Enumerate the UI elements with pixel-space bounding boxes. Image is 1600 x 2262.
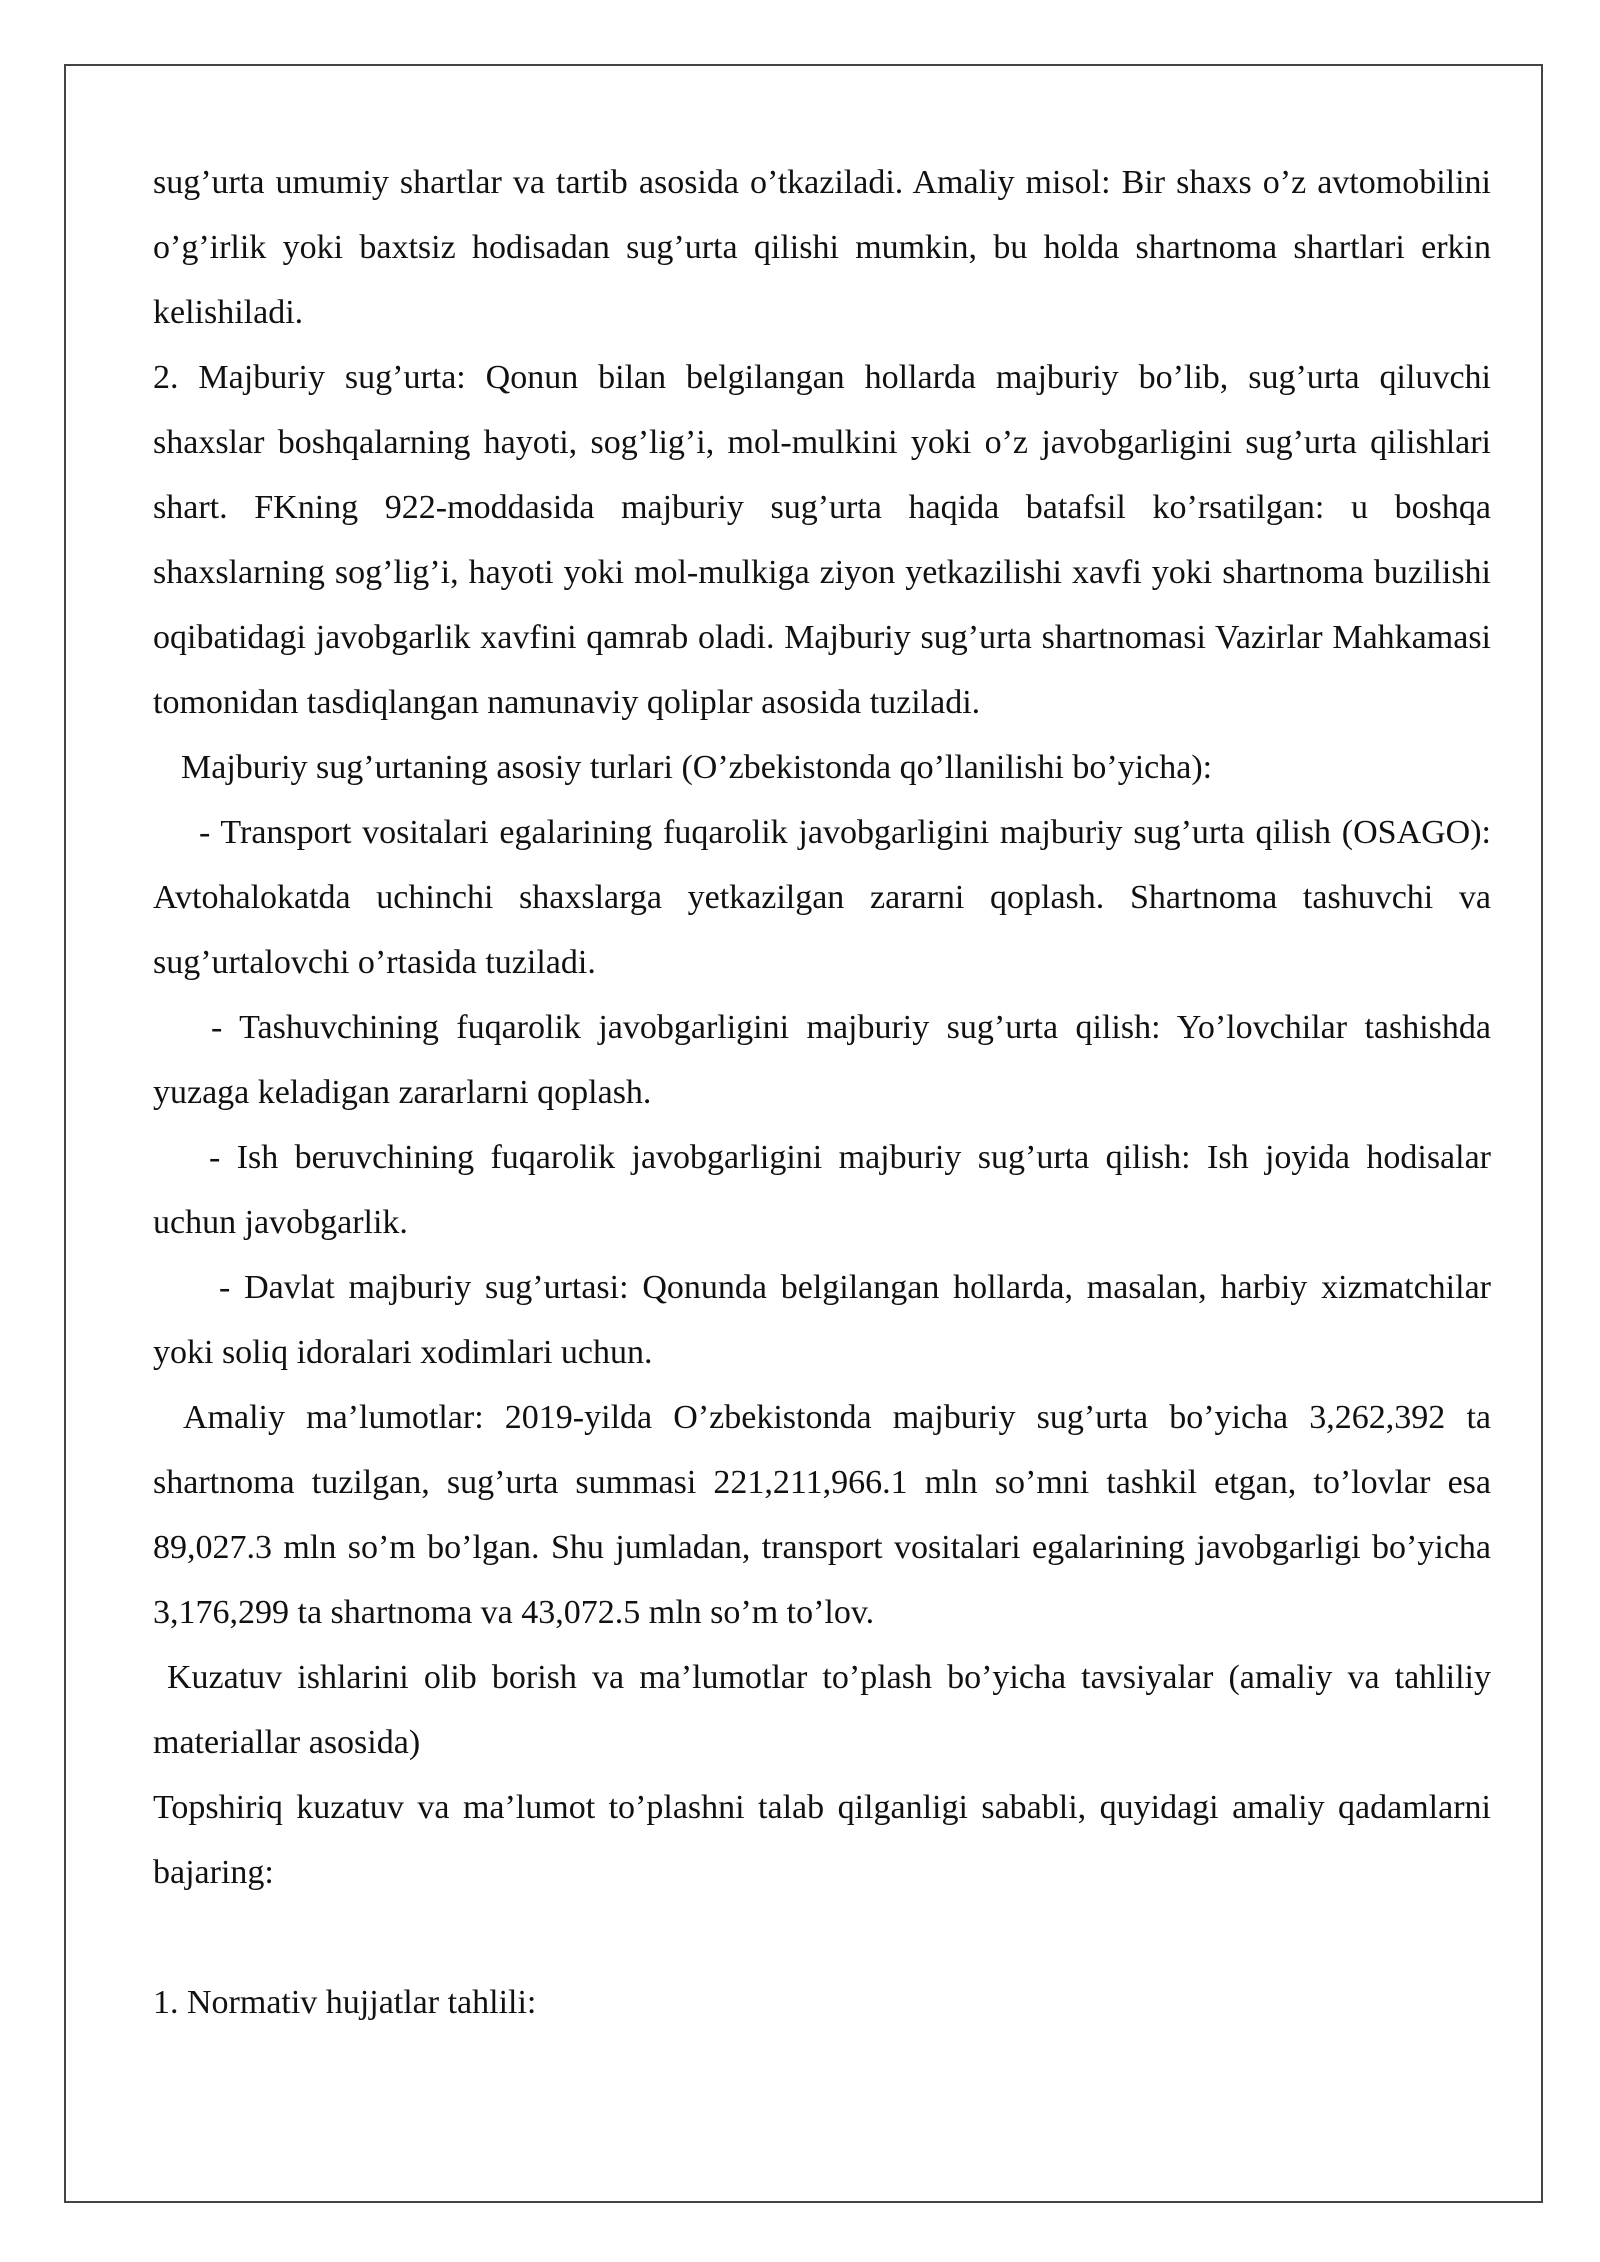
paragraph-task-instructions: Topshiriq kuzatuv va ma’lumot to’plashni talab qilganligi sababli, quyidagi amaliy qadamlarni bajaring: xyxy=(153,1789,1491,1891)
list-item-osago: - Transport vositalari egalarining fuqarolik javobgarligini majburiy sug’urta qilish (OSAGO): Avtohalokatda uchinchi shaxslarga yetkazilgan zararni qoplash. Shartnoma tashuvchi va sug’urtalovchi o’rtasida tuziladi. xyxy=(153,814,1491,981)
paragraph-recommendations-heading: Kuzatuv ishlarini olib borish va ma’lumotlar to’plash bo’yicha tavsiyalar (amaliy va tahliliy materiallar asosida) xyxy=(153,1659,1491,1761)
list-item-employer-liability: - Ish beruvchining fuqarolik javobgarligini majburiy sug’urta qilish: Ish joyida hodisalar uchun javobgarlik. xyxy=(153,1139,1491,1241)
paragraph-normative-analysis: 1. Normativ hujjatlar tahlili: xyxy=(153,1984,537,2021)
document-body xyxy=(153,150,1491,2035)
paragraph-mandatory-types-heading: Majburiy sug’urtaning asosiy turlari (O’zbekistonda qo’llanilishi bo’yicha): xyxy=(181,749,1213,786)
blank-line xyxy=(153,1905,1491,1970)
list-item-state-insurance: - Davlat majburiy sug’urtasi: Qonunda belgilangan hollarda, masalan, harbiy xizmatchilar yoki soliq idoralari xodimlari uchun. xyxy=(153,1269,1491,1371)
paragraph-voluntary-insurance-end: sug’urta umumiy shartlar va tartib asosida o’tkaziladi. Amaliy misol: Bir shaxs o’z avtomobilini o’g’irlik yoki baxtsiz hodisadan sug’urta qilishi mumkin, bu holda shartnoma shartlari erkin kelishiladi. xyxy=(153,164,1491,331)
list-item-carrier-liability: - Tashuvchining fuqarolik javobgarligini majburiy sug’urta qilish: Yo’lovchilar tashishda yuzaga keladigan zararlarni qoplash. xyxy=(153,1009,1491,1111)
paragraph-mandatory-insurance: 2. Majburiy sug’urta: Qonun bilan belgilangan hollarda majburiy bo’lib, sug’urta qiluvchi shaxslar boshqalarning hayoti, sog’lig’i, mol-mulkini yoki o’z javobgarligini sug’urta qilishlari shart. FKning 922-moddasida majburiy sug’urta haqida batafsil ko’rsatilgan: u boshqa shaxslarning sog’lig’i, hayoti yoki mol-mulkiga ziyon yetkazilishi xavfi yoki shartnoma buzilishi oqibatidagi javobgarlik xavfini qamrab oladi. Majburiy sug’urta shartnomasi Vazirlar Mahkamasi tomonidan tasdiqlangan namunaviy qoliplar asosida tuziladi. xyxy=(153,359,1491,721)
paragraph-practical-data: Amaliy ma’lumotlar: 2019-yilda O’zbekistonda majburiy sug’urta bo’yicha 3,262,392 ta shartnoma tuzilgan, sug’urta summasi 221,211,966.1 mln so’mni tashkil etgan, to’lovlar esa 89,027.3 mln so’m bo’lgan. Shu jumladan, transport vositalari egalarining javobgarligi bo’yicha 3,176,299 ta shartnoma va 43,072.5 mln so’m to’lov. xyxy=(153,1399,1491,1631)
